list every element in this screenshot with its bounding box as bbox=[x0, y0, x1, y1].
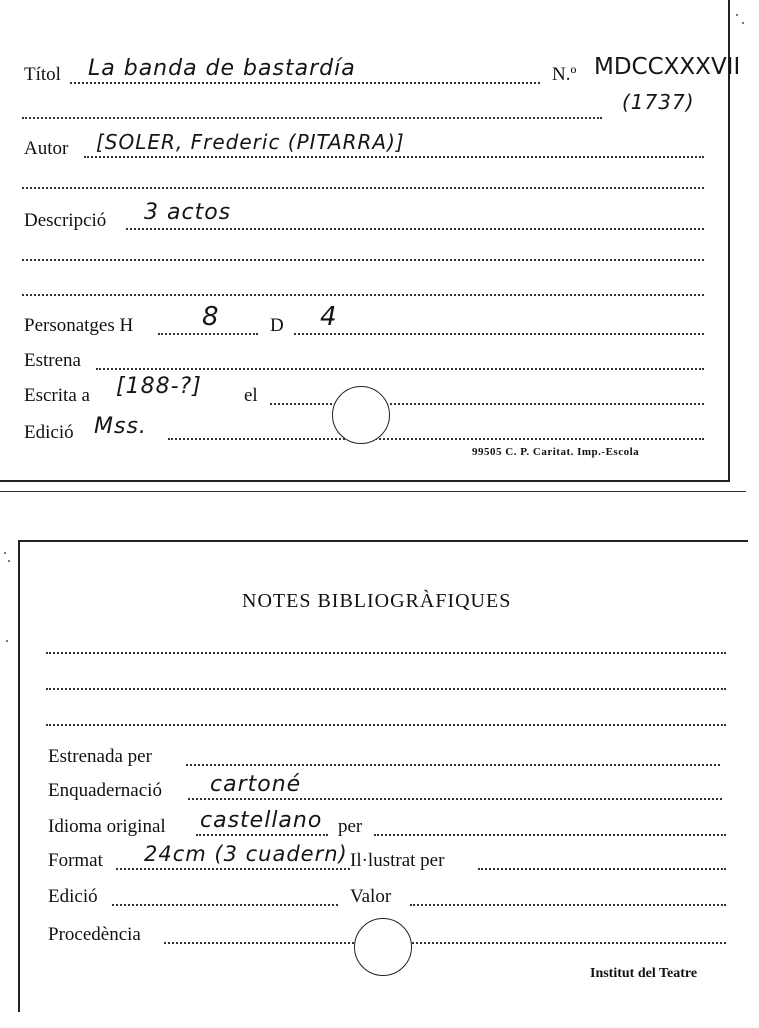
punch-hole-2 bbox=[354, 918, 412, 976]
men-value: 8 bbox=[202, 302, 220, 332]
number-label: N.º bbox=[552, 64, 577, 85]
card-separator-line bbox=[0, 491, 746, 492]
scan-speck bbox=[6, 640, 8, 642]
number-value: MDCCXXXVII bbox=[594, 54, 741, 80]
format-value: 24cm (3 cuadern) bbox=[144, 842, 348, 866]
description-value: 3 actos bbox=[144, 200, 232, 225]
translated-by-label: per bbox=[338, 816, 363, 837]
premiered-by-label: Estrenada per bbox=[48, 746, 152, 767]
written-value: [188-?] bbox=[116, 374, 202, 399]
title-label: Títol bbox=[24, 64, 61, 85]
provenance-label: Procedència bbox=[48, 924, 141, 945]
notes-line-1 bbox=[46, 652, 726, 654]
original-language-value: castellano bbox=[200, 808, 323, 833]
printer-imprint: 99505 C. P. Caritat. Imp.-Escola bbox=[472, 446, 640, 458]
notes-line-2 bbox=[46, 688, 726, 690]
title-line bbox=[70, 82, 540, 84]
value-label: Valor bbox=[350, 886, 392, 907]
men-line bbox=[158, 333, 258, 335]
title-value: La banda de bastardía bbox=[88, 56, 356, 81]
author-line-2 bbox=[22, 187, 704, 189]
scan-speck bbox=[8, 560, 10, 562]
notes-line-3 bbox=[46, 724, 726, 726]
binding-value: cartoné bbox=[210, 772, 302, 797]
illustrated-by-label: Il·lustrat per bbox=[350, 850, 445, 871]
edition-line-2 bbox=[112, 904, 338, 906]
author-line bbox=[84, 156, 704, 158]
women-value: 4 bbox=[320, 302, 338, 332]
edition-value: Mss. bbox=[94, 414, 147, 439]
title-line-2 bbox=[22, 117, 602, 119]
premiered-by-line bbox=[186, 764, 720, 766]
provenance-line bbox=[164, 942, 726, 944]
punch-hole bbox=[332, 386, 390, 444]
premiere-label: Estrena bbox=[24, 350, 81, 371]
characters-label: Personatges H bbox=[24, 315, 134, 336]
original-language-label: Idioma original bbox=[48, 816, 166, 837]
premiere-line bbox=[96, 368, 704, 370]
author-label: Autor bbox=[24, 138, 69, 159]
edition-label: Edició bbox=[24, 422, 74, 443]
binding-label: Enquadernació bbox=[48, 780, 162, 801]
format-line bbox=[116, 868, 350, 870]
scan-speck bbox=[742, 22, 744, 24]
binding-line bbox=[188, 798, 722, 800]
scan-speck bbox=[4, 552, 6, 554]
format-label: Format bbox=[48, 850, 103, 871]
author-value: [SOLER, Frederic (PITARRA)] bbox=[96, 130, 405, 154]
description-line-2 bbox=[22, 259, 704, 261]
women-label: D bbox=[270, 315, 284, 336]
bibliographic-notes-heading: NOTES BIBLIOGRÀFIQUES bbox=[242, 590, 512, 612]
women-line bbox=[294, 333, 704, 335]
date-label: el bbox=[244, 385, 258, 406]
scan-speck bbox=[736, 14, 738, 16]
written-label: Escrita a bbox=[24, 385, 90, 406]
description-line bbox=[126, 228, 704, 230]
description-label: Descripció bbox=[24, 210, 107, 231]
edition-line bbox=[168, 438, 704, 440]
edition-label-2: Edició bbox=[48, 886, 98, 907]
description-line-3 bbox=[22, 294, 704, 296]
translated-by-line bbox=[374, 834, 726, 836]
number-arabic: (1737) bbox=[622, 90, 695, 114]
language-line bbox=[196, 834, 328, 836]
institution-name: Institut del Teatre bbox=[590, 966, 698, 981]
value-line bbox=[410, 904, 726, 906]
illustrated-by-line bbox=[478, 868, 726, 870]
